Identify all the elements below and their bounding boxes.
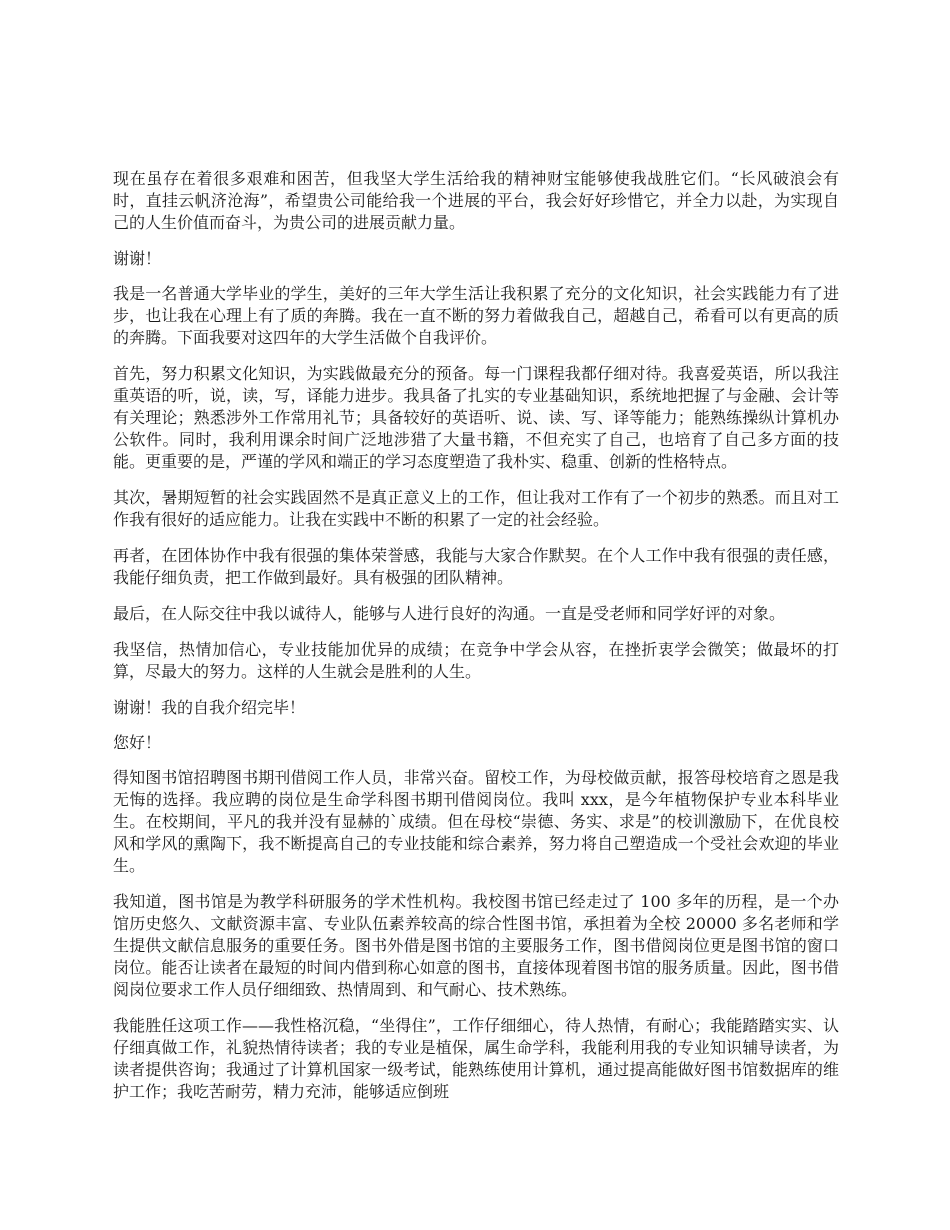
paragraph-qualifications: 我能胜任这项工作——我性格沉稳，“坐得住”，工作仔细细心，待人热情，有耐心；我能踏踏实实、认仔细真做工作，礼貌热情待读者；我的专业是植保，属生命学科，我能利用我的专业知识辅导读者，为读者提供咨询；我通过了计算机国家一级考试，能熟练使用计算机，通过提高能做好图书馆数据库的维护工作；我吃苦耐劳，精力充沛，能够适应倒班 [113,1016,839,1101]
paragraph-second-point: 其次，暑期短暂的社会实践固然不是真正意义上的工作，但让我对工作有了一个初步的熟悉。而且对工作我有很好的适应能力。让我在实践中不断的积累了一定的社会经验。 [113,488,839,529]
paragraph-self-intro: 我是一名普通大学毕业的学生，美好的三年大学生活让我积累了充分的文化知识，社会实践能力有了进步，也让我在心理上有了质的奔腾。我在一直不断的努力着做我自己，超越自己，希看可以有更高的质的奔腾。下面我要对这四年的大学生活做个自我评价。 [113,284,839,347]
paragraph-library-application: 得知图书馆招聘图书期刊借阅工作人员，非常兴奋。留校工作，为母校做贡献，报答母校培育之恩是我无悔的选择。我应聘的岗位是生命学科图书期刊借阅岗位。我叫 xxx，是今年植物保护专业本科毕业生。在校期间，平凡的我并没有显赫的`成绩。但在母校“崇德、务实、求是”的校训激励下，在优良校风和学风的熏陶下，我不断提高自己的专业技能和综合素养，努力将自己塑造成一个受社会欢迎的毕业生。 [113,768,839,875]
paragraph-end-intro: 谢谢！我的自我介绍完毕！ [113,698,306,717]
document-body [113,168,839,1117]
paragraph-library-knowledge: 我知道，图书馆是为教学科研服务的学术性机构。我校图书馆已经走过了 100 多年的历程，是一个办馆历史悠久、文献资源丰富、专业队伍素养较高的综合性图书馆，承担着为全校 20000 多名老师和学生提供文献信息服务的重要任务。图书外借是图书馆的主要服务工作，图书借阅岗位更是图书馆的窗口岗位。能否让读者在最短的时间内借到称心如意的图书，直接体现着图书馆的服务质量。因此，图书借阅岗位要求工作人员仔细细致、热情周到、和气耐心、技术熟练。 [113,892,839,999]
paragraph-greeting: 您好！ [113,733,162,752]
paragraph-last-point: 最后，在人际交往中我以诚待人，能够与人进行良好的沟通。一直是受老师和同学好评的对象。 [113,604,786,623]
paragraph-belief: 我坚信，热情加信心，专业技能加优异的成绩；在竞争中学会从容，在挫折衷学会微笑；做最坏的打算，尽最大的努力。这样的人生就会是胜利的人生。 [113,640,839,681]
paragraph-closing-statement: 现在虽存在着很多艰难和困苦，但我坚大学生活给我的精神财宝能够使我战胜它们。“长风破浪会有时，直挂云帆济沧海”，希望贵公司能给我一个进展的平台，我会好好珍惜它，并全力以赴，为实现自己的人生价值而奋斗，为贵公司的进展贡献力量。 [113,169,839,232]
paragraph-third-point: 再者，在团体协作中我有很强的集体荣誉感，我能与大家合作默契。在个人工作中我有很强的责任感，我能仔细负责，把工作做到最好。具有极强的团队精神。 [113,546,839,587]
paragraph-thanks: 谢谢！ [113,249,162,268]
paragraph-first-point: 首先，努力积累文化知识，为实践做最充分的预备。每一门课程我都仔细对待。我喜爱英语，所以我注重英语的听，说，读，写，译能力进步。我具备了扎实的专业基础知识，系统地把握了与金融、会计等有关理论；熟悉涉外工作常用礼节；具备较好的英语听、说、读、写、译等能力；能熟练操纵计算机办公软件。同时，我利用课余时间广泛地涉猎了大量书籍，不但充实了自己，也培育了自己多方面的技能。更重要的是，严谨的学风和端正的学习态度塑造了我朴实、稳重、创新的性格特点。 [113,364,839,471]
